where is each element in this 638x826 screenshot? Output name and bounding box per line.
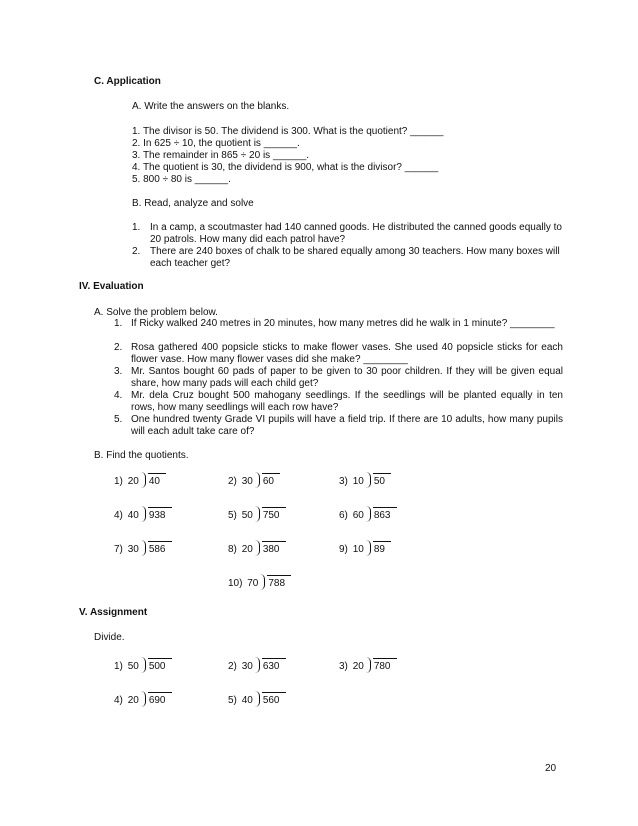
section-c-title: C. Application: [94, 76, 161, 87]
section-c-a-item-4: 4. The quotient is 30, the dividend is 900, what is the divisor? ______: [132, 162, 439, 173]
division-bracket: [141, 657, 146, 673]
problem-label: 6): [339, 510, 348, 521]
division-bracket: [255, 540, 260, 556]
dividend: 788: [267, 575, 291, 590]
problem-label: 1): [114, 476, 123, 487]
division-problem: [114, 691, 172, 707]
division-problem: [228, 506, 286, 522]
divisor: 20: [352, 661, 364, 672]
division-bracket: [255, 691, 260, 707]
divisor: 30: [127, 544, 139, 555]
evaluation-text-1: If Ricky walked 240 metres in 20 minutes, how many metres did he walk in 1 minute? ________: [131, 318, 555, 329]
division-bracket: [366, 472, 371, 488]
evaluation-text-5: One hundred twenty Grade VI pupils will have a field trip. If there are 10 adults, how many pupils will each adult take care of?: [131, 414, 563, 437]
divisor: 10: [352, 476, 364, 487]
page-number: 20: [545, 763, 557, 774]
section-c-b-text-2: There are 240 boxes of chalk to be shared equally among 30 teachers. How many boxes will each teacher get?: [150, 246, 560, 269]
section-c-b-num-1: 1.: [132, 222, 141, 233]
dividend: 89: [373, 541, 391, 556]
division-bracket: [366, 506, 371, 522]
problem-label: 3): [339, 476, 348, 487]
dividend: 750: [262, 507, 286, 522]
section-v-title: V. Assignment: [79, 607, 148, 618]
divisor: 70: [247, 578, 259, 589]
problem-label: 4): [114, 510, 123, 521]
evaluation-text-3: Mr. Santos bought 60 pads of paper to be given to 30 poor children. If they will be given equal share, how many pads will each child get?: [131, 366, 563, 389]
problem-label: 10): [228, 578, 243, 589]
division-problem: [228, 472, 280, 488]
divisor: 30: [241, 661, 253, 672]
section-c-a-item-2: 2. In 625 ÷ 10, the quotient is ______.: [132, 138, 300, 149]
evaluation-num-4: 4.: [114, 390, 123, 401]
dividend: 500: [148, 658, 172, 673]
section-c-b-num-2: 2.: [132, 246, 141, 257]
division-bracket: [255, 657, 260, 673]
division-bracket: [141, 472, 146, 488]
divisor: 60: [352, 510, 364, 521]
section-v-instruction: Divide.: [94, 632, 125, 643]
divisor: 40: [127, 510, 139, 521]
division-problem: [114, 472, 166, 488]
problem-label: 5): [228, 695, 237, 706]
division-problem: [228, 691, 286, 707]
evaluation-num-3: 3.: [114, 366, 123, 377]
divisor: 10: [352, 544, 364, 555]
section-c-sub-b: B. Read, analyze and solve: [132, 198, 254, 209]
division-problem: [114, 657, 172, 673]
division-bracket: [260, 574, 265, 590]
problem-label: 9): [339, 544, 348, 555]
division-problem: [114, 506, 172, 522]
dividend: 938: [148, 507, 172, 522]
problem-label: 4): [114, 695, 123, 706]
division-bracket: [141, 691, 146, 707]
divisor: 20: [127, 476, 139, 487]
divisor: 50: [127, 661, 139, 672]
division-problem: [339, 657, 397, 673]
division-bracket: [366, 657, 371, 673]
division-problem: [228, 657, 286, 673]
section-c-a-item-1: 1. The divisor is 50. The dividend is 300. What is the quotient? ______: [132, 126, 444, 137]
division-problem: [339, 506, 397, 522]
dividend: 40: [148, 473, 166, 488]
division-problem: [228, 574, 291, 590]
section-c-a-item-3: 3. The remainder in 865 ÷ 20 is ______.: [132, 150, 310, 161]
dividend: 380: [262, 541, 286, 556]
section-iv-sub-b: B. Find the quotients.: [94, 450, 189, 461]
division-bracket: [366, 540, 371, 556]
problem-label: 8): [228, 544, 237, 555]
dividend: 690: [148, 692, 172, 707]
section-iv-sub-a: A. Solve the problem below.: [94, 307, 218, 318]
division-problem: [114, 540, 172, 556]
section-c-sub-a: A. Write the answers on the blanks.: [132, 101, 290, 112]
section-iv-title: IV. Evaluation: [79, 281, 144, 292]
evaluation-num-5: 5.: [114, 414, 123, 425]
divisor: 20: [127, 695, 139, 706]
division-bracket: [255, 506, 260, 522]
problem-label: 2): [228, 476, 237, 487]
dividend: 60: [262, 473, 280, 488]
division-problem: [228, 540, 286, 556]
division-problem: [339, 472, 391, 488]
evaluation-num-1: 1.: [114, 318, 123, 329]
problem-label: 2): [228, 661, 237, 672]
problem-label: 5): [228, 510, 237, 521]
dividend: 586: [148, 541, 172, 556]
dividend: 630: [262, 658, 286, 673]
evaluation-text-4: Mr. dela Cruz bought 500 mahogany seedlings. If the seedlings will be planted equally in ten rows, how many seedlings will each row have?: [131, 390, 563, 413]
division-bracket: [141, 540, 146, 556]
dividend: 780: [373, 658, 397, 673]
divisor: 50: [241, 510, 253, 521]
dividend: 50: [373, 473, 391, 488]
division-problem: [339, 540, 391, 556]
divisor: 20: [241, 544, 253, 555]
division-bracket: [255, 472, 260, 488]
section-c-b-text-1: In a camp, a scoutmaster had 140 canned goods. He distributed the canned goods equally to 20 patrols. How many did each patrol have?: [150, 222, 562, 245]
problem-label: 1): [114, 661, 123, 672]
evaluation-num-2: 2.: [114, 342, 123, 353]
divisor: 40: [241, 695, 253, 706]
division-bracket: [141, 506, 146, 522]
evaluation-text-2: Rosa gathered 400 popsicle sticks to make flower vases. She used 40 popsicle sticks for each flower vase. How many flower vases did she make? ________: [131, 342, 563, 365]
dividend: 560: [262, 692, 286, 707]
problem-label: 7): [114, 544, 123, 555]
dividend: 863: [373, 507, 397, 522]
divisor: 30: [241, 476, 253, 487]
problem-label: 3): [339, 661, 348, 672]
section-c-a-item-5: 5. 800 ÷ 80 is ______.: [132, 174, 231, 185]
